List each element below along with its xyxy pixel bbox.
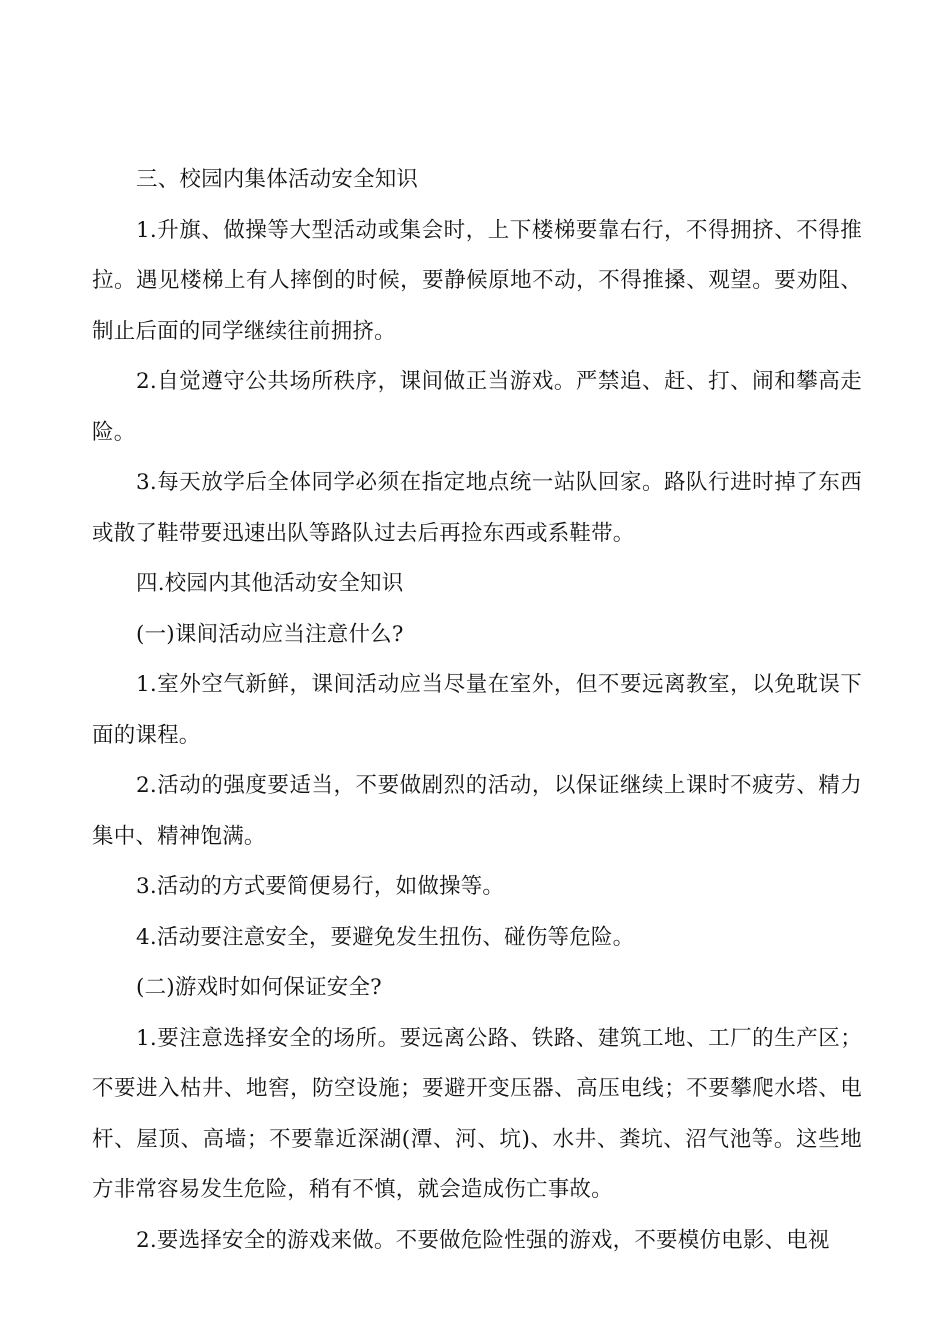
paragraph: 2.自觉遵守公共场所秩序，课间做正当游戏。严禁追、赶、打、闹和攀高走险。 [92, 369, 862, 445]
paragraph: 3.每天放学后全体同学必须在指定地点统一站队回家。路队行进时掉了东西或散了鞋带要迅速出队等路队过去后再捡东西或系鞋带。 [92, 470, 862, 546]
section-heading-3: 三、校园内集体活动安全知识 [136, 167, 419, 192]
paragraph: 3.活动的方式要简便易行，如做操等。 [136, 874, 505, 899]
document-body [92, 155, 862, 1266]
paragraph: 4.活动要注意安全，要避免发生扭伤、碰伤等危险。 [136, 924, 635, 950]
paragraph: 2.要选择安全的游戏来做。不要做危险性强的游戏，不要模仿电影、电视 [136, 1227, 830, 1253]
paragraph: 1.升旗、做操等大型活动或集会时，上下楼梯要靠右行，不得拥挤、不得推拉。遇见楼梯上有人摔倒的时候，要静候原地不动，不得推搡、观望。要劝阻、制止后面的同学继续往前拥挤。 [92, 217, 862, 344]
paragraph: 1.要注意选择安全的场所。要远离公路、铁路、建筑工地、工厂的生产区；不要进入枯井、地窖，防空设施；要避开变压器、高压电线；不要攀爬水塔、电杆、屋顶、高墙；不要靠近深湖(潭、河、坑)、水井、粪坑、沼气池等。这些地方非常容易发生危险，稍有不慎，就会造成伤亡事故。 [92, 1025, 862, 1202]
paragraph: 2.活动的强度要适当，不要做剧烈的活动，以保证继续上课时不疲劳、精力集中、精神饱满。 [92, 773, 862, 849]
subsection-heading: (一)课间活动应当注意什么? [136, 621, 404, 647]
section-heading-4: 四.校园内其他活动安全知识 [136, 571, 404, 596]
paragraph: 1.室外空气新鲜，课间活动应当尽量在室外，但不要远离教室，以免耽误下面的课程。 [92, 672, 862, 748]
subsection-heading: (二)游戏时如何保证安全? [136, 975, 382, 1000]
